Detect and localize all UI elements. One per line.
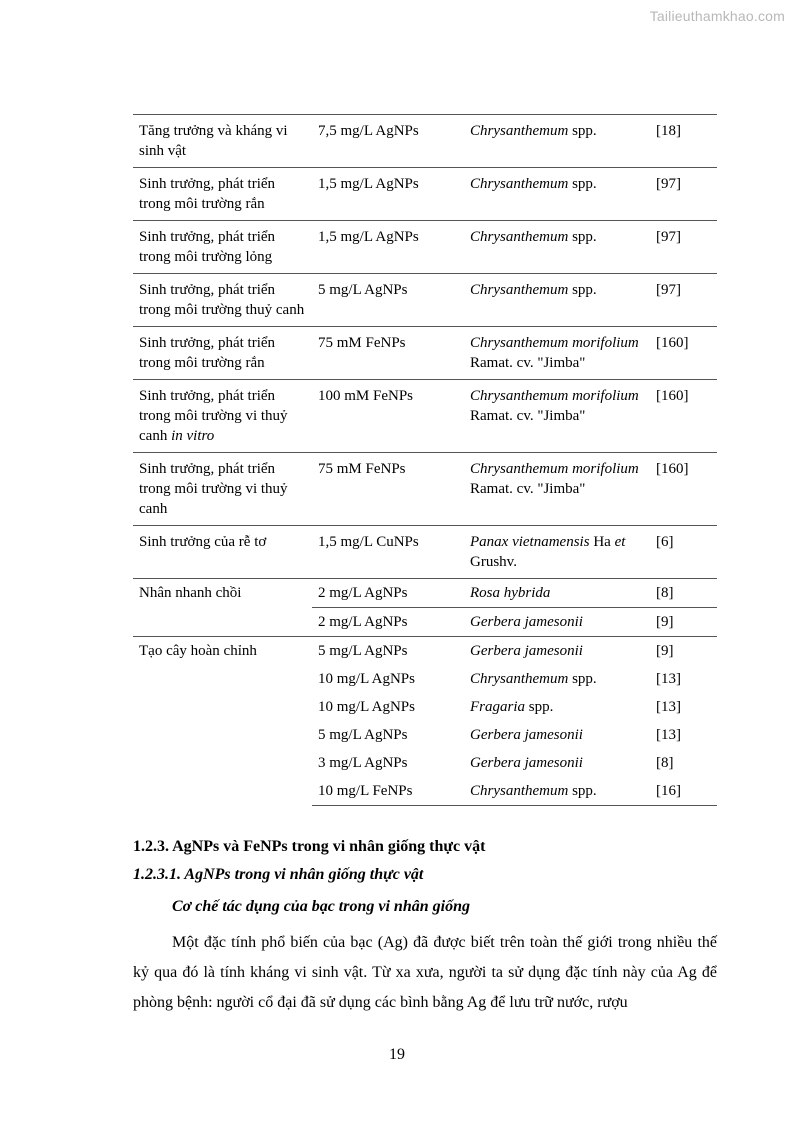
reference-cell: [9] [650,608,717,637]
species-cell: Chrysanthemum spp. [464,274,650,327]
purpose-cell: Sinh trưởng, phát triển trong môi trường rắn [133,327,312,380]
purpose-cell: Nhân nhanh chồi [133,579,312,637]
concentration-cell: 10 mg/L FeNPs [312,777,464,806]
table-row [133,380,717,453]
reference-cell: [16] [650,777,717,806]
reference-cell: [18] [650,115,717,168]
purpose-cell: Tăng trưởng và kháng vi sinh vật [133,115,312,168]
concentration-cell: 2 mg/L AgNPs [312,579,464,608]
reference-cell: [8] [650,579,717,608]
reference-cell: [160] [650,327,717,380]
species-cell: Fragaria spp. [470,699,554,715]
reference-cell: [13] [656,671,681,687]
reference-cell: [13] [656,699,681,715]
purpose-cell: Sinh trưởng, phát triển trong môi trường vi thuỷ canh [133,453,312,526]
reference-cell: [8] [656,755,674,771]
species-cell: Chrysanthemum spp. [464,168,650,221]
table-row [133,274,717,327]
species-cell: Gerbera jamesonii [464,608,650,637]
reference-cell: [9] [650,637,717,666]
subsection-heading: 1.2.3.1. AgNPs trong vi nhân giống thực vật [133,866,424,883]
page-number: 19 [389,1046,405,1063]
table-row [133,115,717,168]
reference-cell: [13] [656,727,681,743]
section-heading: 1.2.3. AgNPs và FeNPs trong vi nhân giống thực vật [133,838,486,855]
species-cell: Chrysanthemum morifolium Ramat. cv. "Jimba" [464,453,650,526]
purpose-cell: Sinh trưởng của rễ tơ [133,526,312,579]
table-row [133,327,717,380]
concentration-cell: 5 mg/L AgNPs [312,274,464,327]
species-cell: Chrysanthemum spp. [464,777,650,806]
reference-cell: [97] [650,274,717,327]
purpose-cell: Sinh trưởng, phát triển trong môi trường thuỷ canh [133,274,312,327]
purpose-cell: Sinh trưởng, phát triển trong môi trường vi thuỷ canh in vitro [133,380,312,453]
purpose-cell: Sinh trưởng, phát triển trong môi trường lỏng [133,221,312,274]
concentration-cell: 10 mg/L AgNPs [318,699,415,715]
reference-cell: [160] [650,380,717,453]
table-row [133,579,717,608]
body-paragraph-text: Một đặc tính phổ biến của bạc (Ag) đã được biết trên toàn thế giới trong nhiều thế kỷ qua đó là tính kháng vi sinh vật. Từ xa xưa, người ta sử dụng đặc tính này của Ag để phòng bệnh: người cổ đại đã sử dụng các bình bằng Ag để lưu trữ nước, rượu [133,934,717,1011]
species-cell: Panax vietnamensis Ha et Grushv. [464,526,650,579]
species-cell: Gerbera jamesonii [470,755,583,771]
species-cell: Rosa hybrida [464,579,650,608]
purpose-cell: Sinh trưởng, phát triển trong môi trường rắn [133,168,312,221]
concentration-cell: 1,5 mg/L AgNPs [312,168,464,221]
concentration-cell: 100 mM FeNPs [312,380,464,453]
concentration-cell: 75 mM FeNPs [312,327,464,380]
concentration-cell: 5 mg/L AgNPs [318,727,408,743]
body-paragraph [133,928,717,1018]
results-table [133,114,717,806]
concentration-cell: 5 mg/L AgNPs [312,637,464,666]
table-row [133,168,717,221]
concentration-cell: 10 mg/L AgNPs [318,671,415,687]
table-row [133,453,717,526]
reference-cell: [97] [650,168,717,221]
concentration-cell: 1,5 mg/L AgNPs [312,221,464,274]
species-cell: Chrysanthemum morifolium Ramat. cv. "Jimba" [464,327,650,380]
species-cell: Chrysanthemum spp. [464,221,650,274]
species-cell: Chrysanthemum spp. [470,671,597,687]
reference-cell: [97] [650,221,717,274]
concentration-cell: 1,5 mg/L CuNPs [312,526,464,579]
reference-cell: [160] [650,453,717,526]
concentration-cell: 7,5 mg/L AgNPs [312,115,464,168]
concentration-cell: 2 mg/L AgNPs [312,608,464,637]
watermark: Tailieuthamkhao.com [649,8,785,24]
reference-cell: [6] [650,526,717,579]
table-row [133,637,717,666]
species-cell: Gerbera jamesonii [464,637,650,666]
species-cell: Chrysanthemum morifolium Ramat. cv. "Jimba" [464,380,650,453]
purpose-cell: Tạo cây hoàn chỉnh [133,637,312,806]
paragraph-heading: Cơ chế tác dụng của bạc trong vi nhân giống [172,898,470,915]
table-row [133,221,717,274]
table-row [133,526,717,579]
species-cell: Gerbera jamesonii [470,727,583,743]
species-cell: Chrysanthemum spp. [464,115,650,168]
concentration-cell: 75 mM FeNPs [312,453,464,526]
concentration-cell: 3 mg/L AgNPs [318,755,408,771]
